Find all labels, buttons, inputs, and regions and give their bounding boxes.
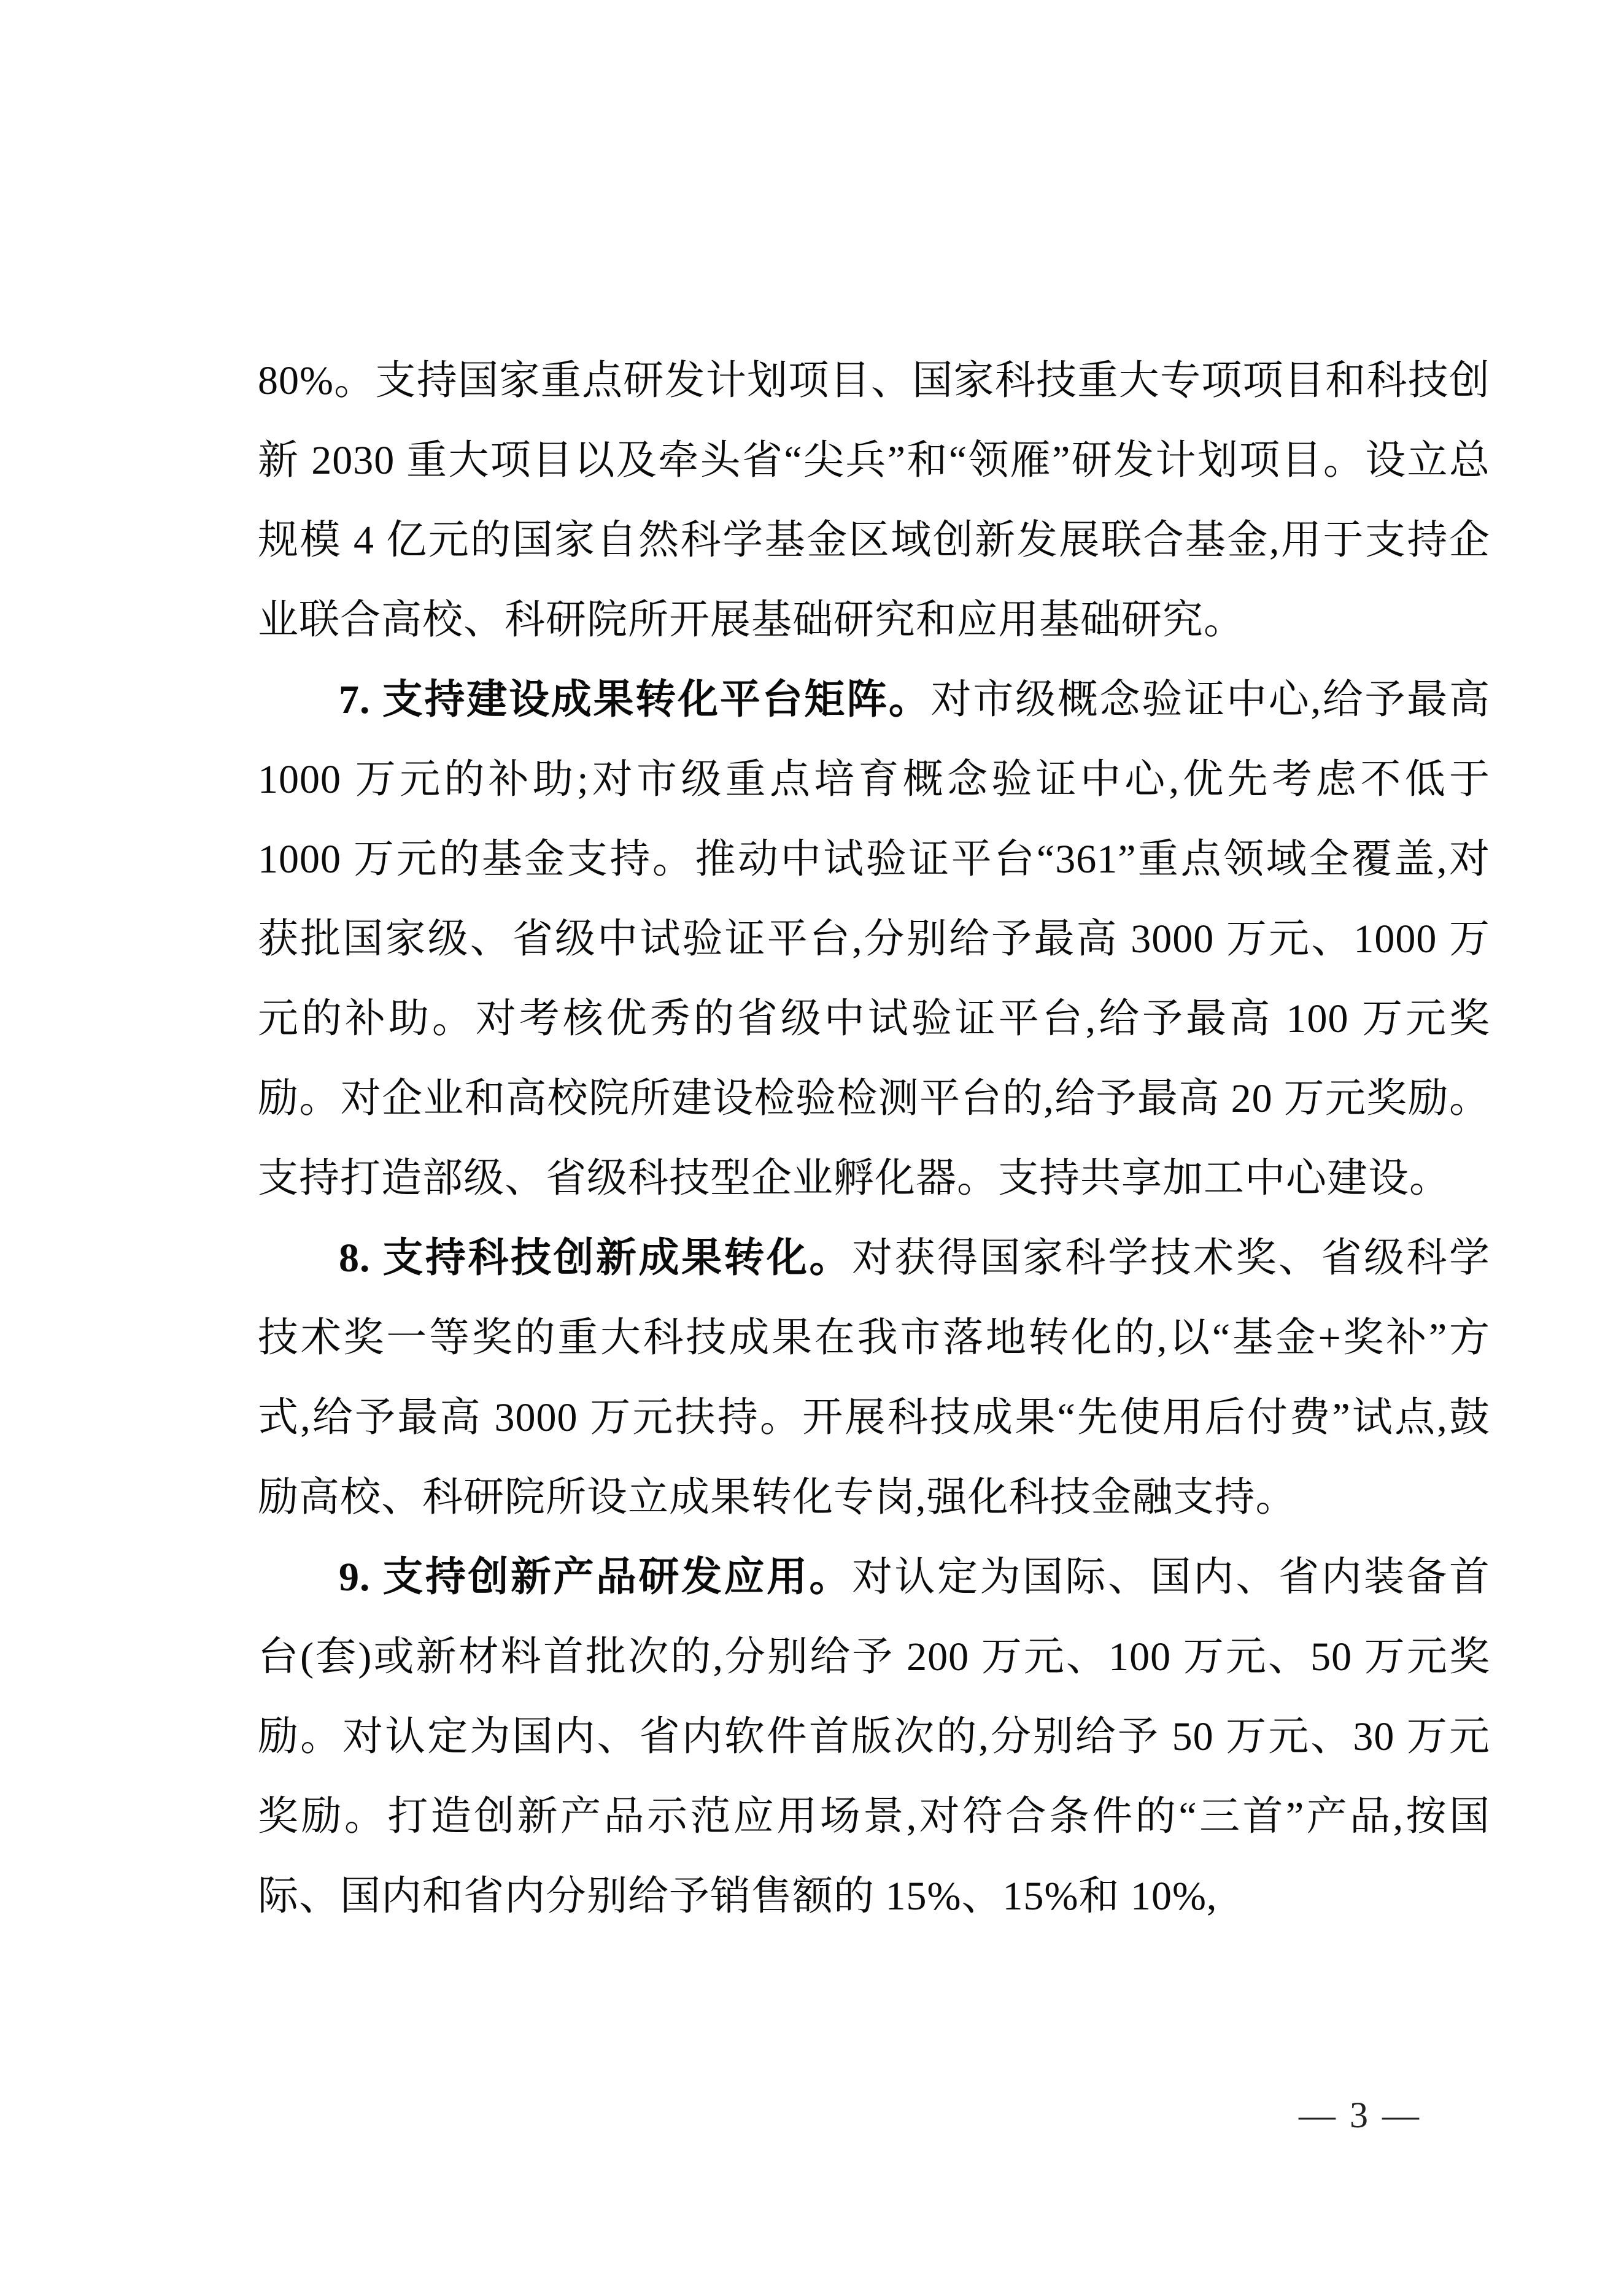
page-number: — 3 —: [1299, 2095, 1421, 2135]
paragraph-lead: 7. 支持建设成果转化平台矩阵。: [339, 677, 931, 722]
paragraph-item-7: [258, 660, 1490, 1219]
paragraph-body: 对认定为国际、国内、省内装备首台(套)或新材料首批次的,分别给予 200 万元、100 万元、50 万元奖励。对认定为国内、省内软件首版次的,分别给予 50 万元、30 万元奖励。打造创新产品示范应用场景,对符合条件的“三首”产品,按国际、国内和省内分别给予销售额的 15%、15%和 10%,: [258, 1555, 1490, 1919]
paragraph-body: 对市级概念验证中心,给予最高 1000 万元的补助;对市级重点培育概念验证中心,优先考虑不低于 1000 万元的基金支持。推动中试验证平台“361”重点领域全覆盖,对获批国家级、省级中试验证平台,分别给予最高 3000 万元、1000 万元的补助。对考核优秀的省级中试验证平台,给予最高 100 万元奖励。对企业和高校院所建设检验检测平台的,给予最高 20 万元奖励。支持打造部级、省级科技型企业孵化器。支持共享加工中心建设。: [258, 677, 1491, 1201]
paragraph-lead: 8. 支持科技创新成果转化。: [339, 1236, 852, 1281]
document-text-block: [258, 341, 1490, 1936]
paragraph-body: 对获得国家科学技术奖、省级科学技术奖一等奖的重大科技成果在我市落地转化的,以“基金+奖补”方式,给予最高 3000 万元扶持。开展科技成果“先使用后付费”试点,鼓励高校、科研院所设立成果转化专岗,强化科技金融支持。: [258, 1236, 1490, 1520]
paragraph-continuation: [258, 341, 1490, 660]
paragraph-item-8: [258, 1219, 1490, 1538]
paragraph-lead: 9. 支持创新产品研发应用。: [339, 1555, 852, 1600]
paragraph-item-9: [258, 1538, 1490, 1936]
paragraph-body: 80%。支持国家重点研发计划项目、国家科技重大专项项目和科技创新 2030 重大项目以及牵头省“尖兵”和“领雁”研发计划项目。设立总规模 4 亿元的国家自然科学基金区域创新发展联合基金,用于支持企业联合高校、科研院所开展基础研究和应用基础研究。: [258, 358, 1490, 642]
